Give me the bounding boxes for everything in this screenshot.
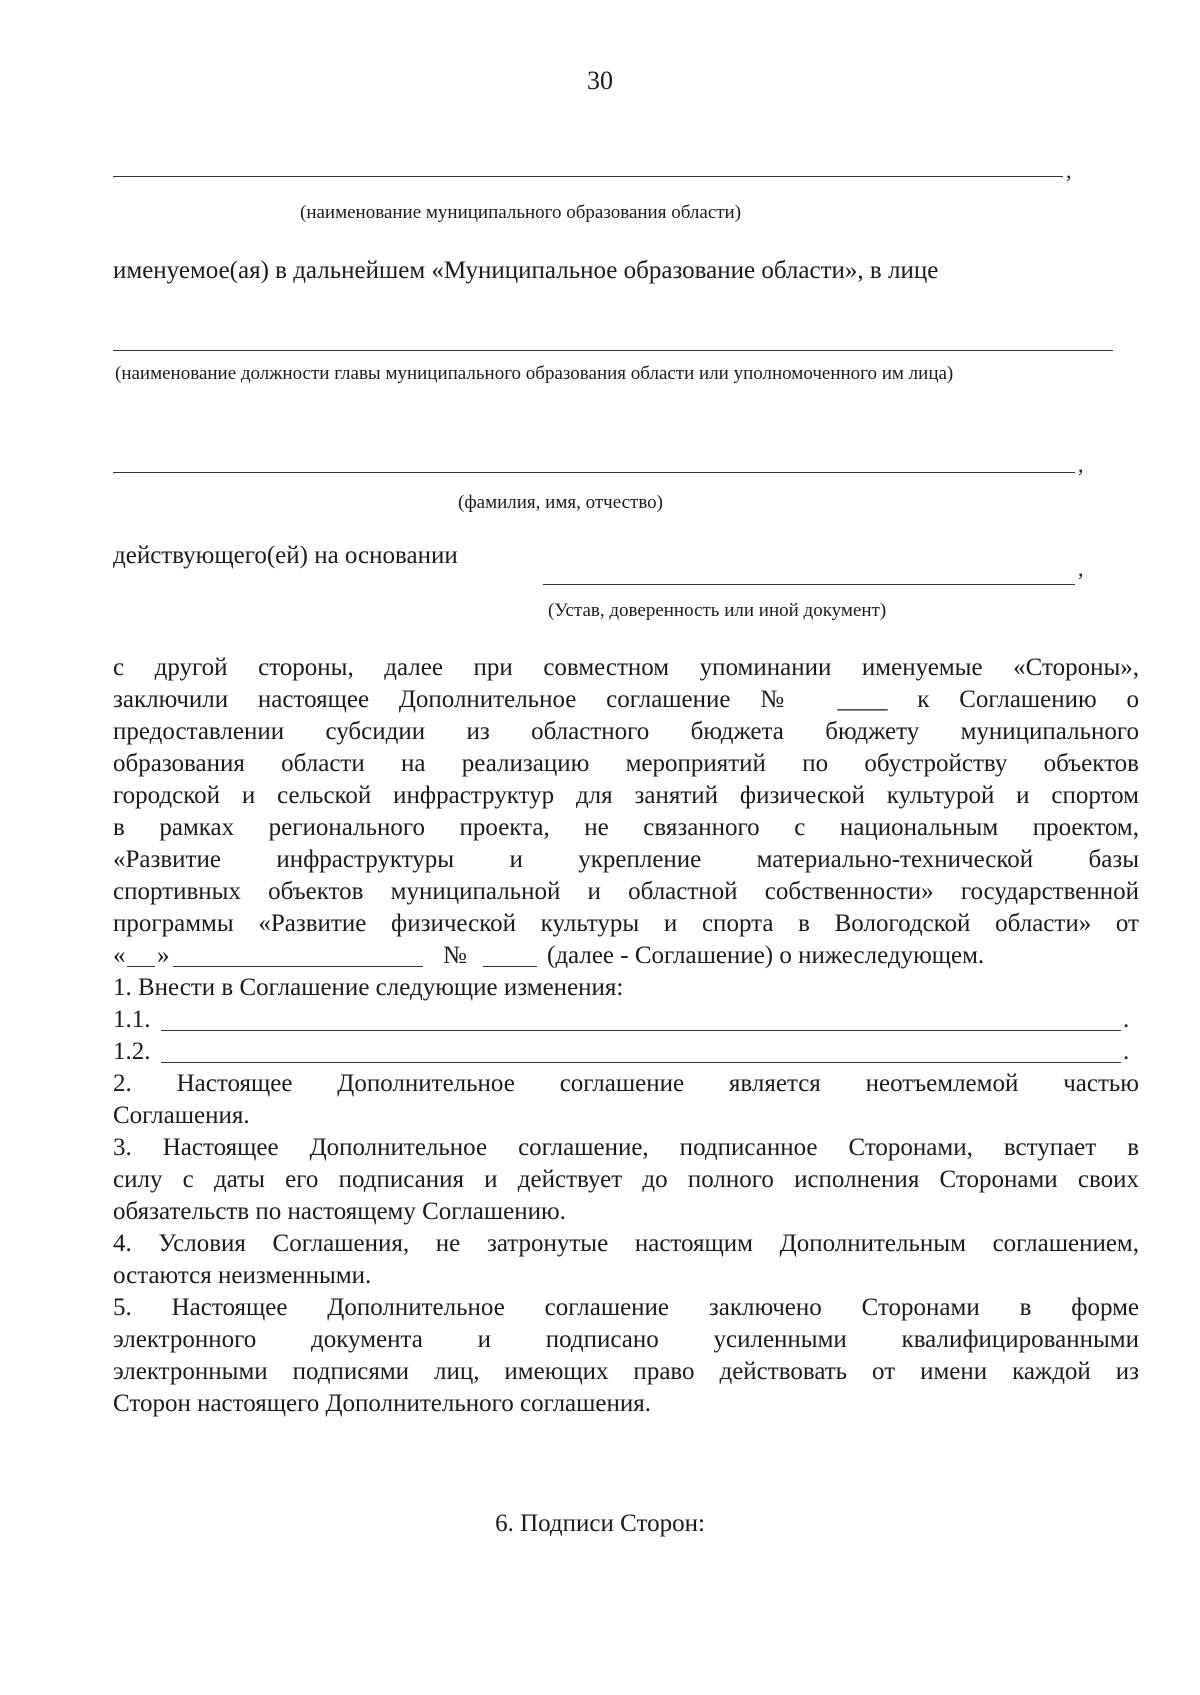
comma: , (1066, 158, 1072, 183)
item-5-line: электронного документа и подписано усиленными квалифицированными (113, 1326, 1139, 1353)
caption-municipality: (наименование муниципального образования области) (300, 202, 742, 223)
item-3-line: обязательств по настоящему Соглашению. (113, 1198, 566, 1225)
text-line: заключили настоящее Дополнительное соглашение № ____ к Соглашению о (113, 686, 1139, 713)
item-1-2-dot: . (1123, 1038, 1130, 1065)
text-line: образования области на реализацию мероприятий по обустройству объектов (113, 750, 1139, 777)
position-blank-line (113, 350, 1113, 351)
fio-blank-line (113, 472, 1075, 473)
day-blank (127, 966, 155, 967)
page-number: 30 (587, 66, 613, 95)
text-line: «Развитие инфраструктуры и укрепление материально-технической базы (113, 846, 1139, 873)
date-line (113, 940, 1139, 972)
text-line: городской и сельской инфраструктур для занятий физической культурой и спортом (113, 782, 1139, 809)
number-sign: № (443, 942, 467, 969)
basis-blank-line (543, 584, 1075, 585)
item-1: 1. Внести в Соглашение следующие изменения: (113, 974, 624, 1001)
acting-label: действующего(ей) на основании (113, 542, 458, 569)
number-blank (483, 966, 537, 967)
item-5-line: Сторон настоящего Дополнительного соглашения. (113, 1390, 651, 1417)
item-1-1 (113, 1004, 1139, 1036)
items-block (113, 972, 1139, 1420)
item-4-line: остаются неизменными. (113, 1262, 372, 1289)
date-open-quote: « (113, 942, 126, 969)
text-line: предоставлении субсидии из областного бюджета бюджету муниципального (113, 718, 1139, 745)
caption-basis: (Устав, доверенность или иной документ) (548, 600, 887, 621)
item-1-2-blank (161, 1062, 1121, 1063)
text-line: с другой стороны, далее при совместном упоминании именуемые «Стороны», (113, 654, 1139, 681)
comma: , (1078, 452, 1084, 477)
item-2-line: 2. Настоящее Дополнительное соглашение является неотъемлемой частью (113, 1070, 1139, 1097)
intro-tail: (далее - Соглашение) о нижеследующем. (547, 942, 985, 969)
item-4-line: 4. Условия Соглашения, не затронутые настоящим Дополнительным соглашением, (113, 1230, 1139, 1257)
comma: , (1078, 556, 1084, 581)
named-line: именуемое(ая) в дальнейшем «Муниципальное образование области», в лице (113, 257, 939, 284)
item-1-2 (113, 1036, 1139, 1068)
caption-position: (наименование должности главы муниципального образования области или уполномоченного им лица) (115, 363, 954, 384)
month-blank (173, 966, 423, 967)
item-1-2-label: 1.2. (113, 1038, 151, 1065)
item-5-line: электронными подписями лиц, имеющих право действовать от имени каждой из (113, 1358, 1139, 1385)
caption-fio: (фамилия, имя, отчество) (458, 492, 664, 513)
item-1-1-label: 1.1. (113, 1006, 151, 1033)
text-line: программы «Развитие физической культуры и спорта в Вологодской области» от (113, 910, 1139, 937)
date-close-quote: » (157, 942, 170, 969)
intro-paragraph (113, 652, 1139, 972)
item-3-line: 3. Настоящее Дополнительное соглашение, подписанное Сторонами, вступает в (113, 1134, 1139, 1161)
item-3-line: силу с даты его подписания и действует до полного исполнения Сторонами своих (113, 1166, 1139, 1193)
text-line: спортивных объектов муниципальной и областной собственности» государственной (113, 878, 1139, 905)
item-2-line: Соглашения. (113, 1102, 250, 1129)
text-line: в рамках регионального проекта, не связанного с национальным проектом, (113, 814, 1139, 841)
item-1-1-dot: . (1123, 1006, 1130, 1033)
municipality-blank-line (113, 176, 1063, 177)
signatures-heading: 6. Подписи Сторон: (495, 1510, 705, 1537)
item-1-1-blank (161, 1030, 1121, 1031)
item-5-line: 5. Настоящее Дополнительное соглашение заключено Сторонами в форме (113, 1294, 1139, 1321)
